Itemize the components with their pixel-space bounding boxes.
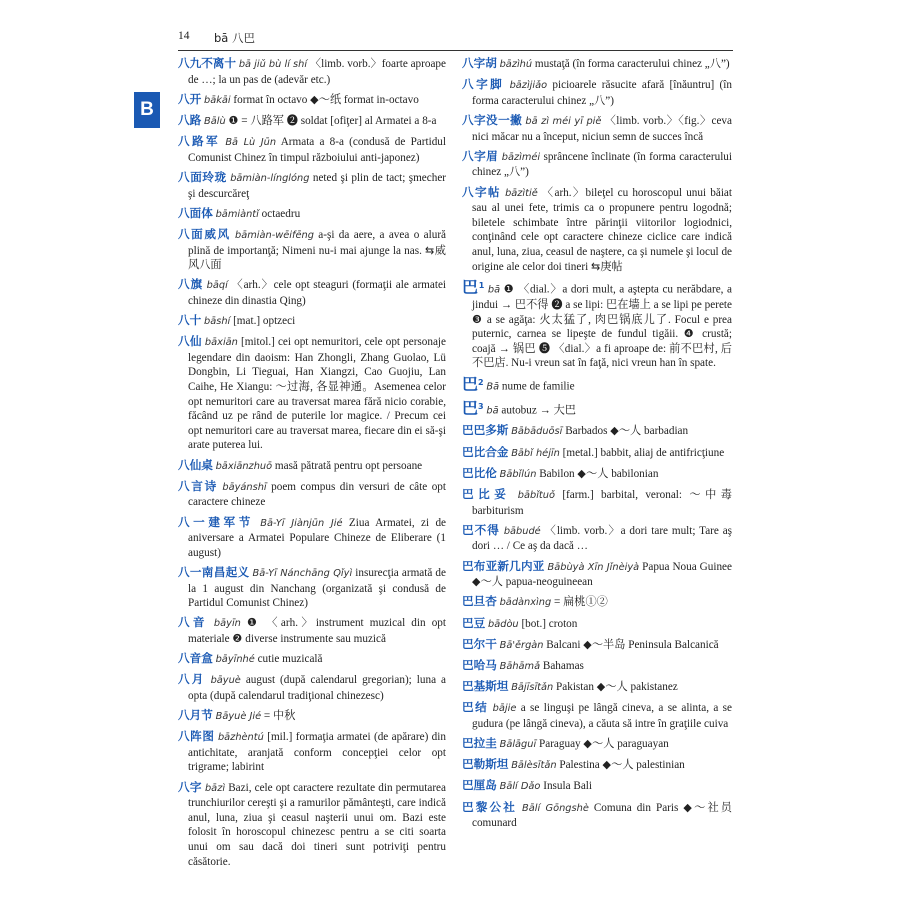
entry-definition: a se linguşi pe lângă cineva, a se alinta, a se gudura (pe lângă cineva), a căuta să intre în graţiile cuiva	[472, 702, 732, 730]
entry-definition: neted şi plin de tact; şmecher şi descurcăreţ	[188, 171, 447, 200]
dictionary-entry	[462, 56, 732, 73]
entry-headword: 巴豆	[462, 615, 486, 630]
entry-pinyin: Bālí Gōngshè	[522, 802, 589, 814]
entry-definition: nume de familie	[501, 380, 575, 393]
entry-headword: 八面威风	[178, 226, 231, 241]
entry-pinyin: Bā'ěrgàn	[499, 639, 544, 651]
right-column	[462, 56, 732, 835]
entry-pinyin: bāmiàn-línglóng	[230, 172, 310, 184]
entry-pinyin: Bā-Yī Jiànjūn Jié	[260, 517, 343, 529]
entry-definition: = 扁桃①②	[554, 596, 608, 609]
entry-headword: 八面体	[178, 205, 213, 220]
entry-pinyin: bāxiān	[204, 337, 238, 349]
entry-definition: [farm.] barbital, veronal: ～中毒 barbiturism	[472, 488, 732, 517]
entry-pinyin: bāmiàntǐ	[215, 208, 259, 220]
entry-pinyin: bāyīnhé	[215, 654, 255, 666]
entry-pinyin: bā	[487, 284, 501, 296]
page-number: 14	[178, 30, 190, 42]
entry-definition: = 中秋	[263, 710, 296, 723]
entry-headword: 八字眉	[462, 148, 499, 163]
entry-headword: 巴旦杏	[462, 594, 497, 609]
entry-pinyin: bāyuè	[210, 675, 241, 687]
entry-definition: Insula Bali	[543, 780, 593, 793]
entry-headword: 八开	[178, 91, 202, 106]
entry-headword: 八十	[178, 313, 202, 328]
entry-definition: autobuz → 大巴	[501, 404, 576, 417]
entry-pinyin: bāxiānzhuō	[215, 460, 273, 472]
dictionary-entry	[178, 277, 446, 308]
left-column	[178, 56, 446, 874]
entry-definition: Palestina ◆～人 palestinian	[559, 759, 685, 772]
entry-definition: Bahamas	[542, 659, 584, 672]
entry-headword: 巴厘岛	[462, 778, 497, 793]
entry-pinyin: Bā	[486, 381, 500, 393]
entry-definition: Paraguay ◆～人 paraguayan	[539, 738, 669, 751]
entry-pinyin: bāzìméi	[501, 151, 541, 163]
entry-pinyin: bābǐtuǒ	[517, 489, 555, 501]
entry-pinyin: bādànxìng	[499, 597, 552, 609]
entry-definition: sprâncene înclinate (în forma caracterului chinez „八”)	[472, 150, 733, 179]
dictionary-entry	[178, 113, 446, 130]
entry-definition: format în octavo ◆～纸 format in-octavo	[233, 93, 419, 106]
entry-headword: 巴比伦	[462, 465, 497, 480]
entry-pinyin: Bābāduōsī	[511, 426, 563, 438]
entry-headword: 八旗	[178, 277, 203, 292]
dictionary-entry	[462, 376, 732, 395]
dictionary-entry	[462, 466, 732, 483]
dictionary-entry	[462, 113, 732, 144]
dictionary-entry	[462, 700, 732, 731]
entry-headword: 巴不得	[462, 522, 500, 537]
entry-headword: 八仙桌	[178, 457, 213, 472]
dictionary-entry	[462, 279, 732, 371]
entry-headword: 八月	[178, 672, 206, 687]
dictionary-entry	[178, 708, 446, 725]
entry-definition: 〈arh.〉bileţel cu horoscopul unui băiat sau al unei fete, trimis ca o propunere pentru logodnă; biletele schimbate între părinţii viitorilor logiodnici, conţinând cele opt caractere chineze ciclice care indică anul, luna, ziua, ceasul de naştere, ca şi numele şi locul de origine ale celor doi tineri ⇆庚帖	[472, 186, 733, 273]
entry-definition: masă pătrată pentru opt persoane	[274, 459, 423, 472]
entry-definition: Balcani ◆～半岛 Peninsula Balcanică	[546, 638, 719, 651]
dictionary-entry	[462, 679, 732, 696]
entry-pinyin: Bālāguī	[499, 739, 537, 751]
entry-pinyin: bā	[486, 405, 499, 417]
dictionary-entry	[462, 736, 732, 753]
entry-definition: Babilon ◆～人 babilonian	[539, 467, 659, 480]
entry-pinyin: Bābǐ héjīn	[511, 447, 560, 459]
dictionary-entry	[462, 77, 732, 108]
entry-pinyin: bājie	[492, 703, 517, 715]
entry-headword: 巴哈马	[462, 657, 497, 672]
entry-headword: 八一南昌起义	[178, 564, 250, 579]
entry-headword: 八阵图	[178, 729, 215, 744]
entry-pinyin: bākāi	[204, 94, 231, 106]
entry-definition: Ziua Armatei, zi de aniversare a Armatei Populare Chineze de Eliberare (1 august)	[188, 516, 447, 559]
dictionary-entry	[178, 313, 446, 330]
entry-pinyin: bāshí	[204, 316, 231, 328]
entry-headword: 巴勒斯坦	[462, 757, 509, 772]
dictionary-entry	[462, 637, 732, 654]
dictionary-entry	[462, 487, 732, 518]
letter-thumb-tab: B	[134, 92, 160, 128]
entry-pinyin: bāyánshī	[222, 481, 267, 493]
dictionary-entry	[178, 206, 446, 223]
entry-definition: cutie muzicală	[257, 653, 323, 666]
dictionary-entry	[462, 149, 732, 180]
entry-pinyin: bāyīn	[213, 618, 241, 630]
dictionary-entry	[462, 800, 732, 831]
entry-headword: 八字胡	[462, 56, 497, 70]
entry-definition: 〈limb. vorb.〉a dori tare mult; Tare aş dori … / Ce aş da dacă …	[472, 524, 733, 553]
entry-definition: [metal.] babbit, aliaj de antifricţiune	[562, 446, 725, 459]
entry-definition: [mitol.] cei opt nemuritori, cele opt personaje legendare din daoism: Han Zhongli, Zhang Guolao, Lü Dongbin, Li Tieguai, Han Xiangzi, Cao Guojiu, Lan Caihe, He Xiangu: ～过海, 各显神通。Asemenea celor opt nemuritori care au traversat marea fără nicio corabie, făcând uz pe rând de puterile lor magice. / Precum cei opt nemuritori care au traversat marea, fiecare din ei să-şi arate puterea lui.	[188, 336, 447, 452]
entry-headword: 巴布亚新几内亚	[462, 558, 545, 573]
running-head-word: bā 八巴	[214, 31, 256, 45]
dictionary-entry	[178, 334, 446, 453]
entry-definition: [mat.] optzeci	[233, 315, 296, 328]
entry-definition: octaedru	[261, 207, 301, 220]
entry-headword: 巴巴多斯	[462, 423, 509, 438]
dictionary-entry	[462, 523, 732, 554]
entry-definition: ❶ 〈dial.〉a dori mult, a aştepta cu nerăbdare, a jindui → 巴不得 ❷ a se lipi: 巴在墙上 a se lipi pe perete ❸ a se agăţa: 火太猛了, 肉巴锅底儿了. Focul e prea puternic, carnea se lipeşte de fundul tigăii. ❹ crustă; coajă → 锅巴 ❺ 〈dial.〉a fi aproape de: 前不巴村, 后不巴店. Nu-i vreun sat în faţă, nici vreun han în spate.	[472, 283, 732, 370]
entry-pinyin: bāqí	[206, 280, 228, 292]
entry-definition: ❶ = 八路军 ❷ soldat [ofiţer] al Armatei a 8-a	[228, 114, 437, 127]
entry-definition: Pakistan ◆～人 pakistanez	[556, 681, 678, 694]
entry-pinyin: Bābǐlún	[499, 468, 537, 480]
entry-headword: 巴	[462, 374, 479, 394]
entry-pinyin: bā jiǔ bù lí shí	[238, 59, 308, 70]
entry-headword: 巴基斯坦	[462, 679, 509, 694]
dictionary-entry	[178, 92, 446, 109]
entry-headword: 八言诗	[178, 478, 218, 493]
dictionary-entry	[462, 616, 732, 633]
entry-definition: Bazi, cele opt caractere rezultate din permutarea trunchiurilor cereşti şi a ramurilor pământeşti, care indică anul, luna, ziua şi ceasul naşterii unui om. Bazi este folosit în horoscopul chinezesc pentru a se citi soarta unui om sau dacă doi tineri sunt potriviţi pentru căsătorie.	[188, 781, 446, 868]
entry-headword: 八路	[178, 112, 202, 127]
entry-headword: 巴	[462, 277, 479, 297]
dictionary-entry	[462, 778, 732, 795]
entry-pinyin: bāzhèntú	[217, 732, 264, 744]
entry-definition: Barbados ◆～人 barbadian	[565, 425, 689, 438]
entry-pinyin: Bāhāmǎ	[499, 660, 541, 672]
dictionary-entry	[462, 445, 732, 462]
entry-headword: 八仙	[178, 334, 202, 349]
entry-pinyin: Bālèsītǎn	[511, 760, 557, 772]
entry-definition: Papua Noua Guinee ◆～人 papua-neoguineean	[472, 560, 732, 589]
entry-definition: [mil.] formaţia armatei (de apărare) din antichitate, aranjată conform concepţiei celor opt trigrame; labirint	[188, 731, 446, 774]
entry-pinyin: Bāyuè Jié	[215, 711, 262, 723]
entry-headword: 八面玲珑	[178, 169, 227, 184]
entry-headword: 八一建军节	[178, 514, 254, 529]
dictionary-entry	[178, 134, 446, 165]
entry-pinyin: bāmiàn-wēifēng	[235, 229, 314, 241]
entry-headword: 巴比合金	[462, 444, 509, 459]
entry-pinyin: bāzì	[204, 782, 226, 794]
entry-headword: 巴拉圭	[462, 736, 497, 751]
entry-definition: picioarele răsucite afară [înăuntru] (în forma caracterului chinez „八”)	[472, 79, 732, 107]
dictionary-entry	[178, 479, 446, 510]
entry-pinyin: bābudé	[503, 525, 541, 537]
entry-definition: Comuna din Paris ◆～社员 comunard	[472, 801, 732, 830]
entry-pinyin: bā zì méi yī piě	[525, 115, 602, 127]
entry-headword: 八字没一撇	[462, 112, 523, 127]
dictionary-entry	[178, 780, 446, 870]
entry-pinyin: Bālù	[204, 115, 226, 127]
entry-headword: 八月节	[178, 708, 213, 723]
entry-headword: 巴	[462, 398, 479, 418]
entry-definition: poem compus din versuri de câte opt caractere chineze	[188, 480, 446, 509]
entry-definition: Armata a 8-a (condusă de Partidul Comunist Chinez în timpul războiului anti-japonez)	[188, 136, 447, 164]
entry-headword: 八九不离十	[178, 56, 236, 70]
entry-definition: 〈limb. vorb.〉foarte aproape de …; la un pas de (adevăr etc.)	[188, 58, 446, 86]
entry-headword: 八字脚	[462, 77, 505, 92]
entry-headword: 八音盒	[178, 651, 213, 666]
entry-headword: 巴结	[462, 700, 489, 715]
homograph-number: 2	[478, 377, 484, 387]
entry-definition: insurecţia armată de la 1 august din Nanchang (organizată şi condusă de Partidul Comunist Chinez)	[188, 566, 446, 610]
entry-definition: august (după calendarul gregorian); luna a opta (după calendarul tradiţional chinezesc)	[188, 674, 446, 702]
entry-definition: mustaţă (în forma caracterului chinez „八”)	[534, 58, 730, 70]
entry-pinyin: Bā-Yī Nánchāng Qǐyì	[252, 567, 353, 579]
entry-headword: 八路军	[178, 134, 221, 149]
homograph-number: 3	[478, 401, 484, 411]
dictionary-entry	[178, 515, 446, 561]
entry-headword: 八字帖	[462, 184, 501, 199]
entry-definition: [bot.] croton	[521, 617, 578, 630]
entry-definition: 〈limb. vorb.〉〈fig.〉ceva nici măcar nu a început, niciun semn de succes încă	[472, 114, 732, 143]
dictionary-entry	[462, 757, 732, 774]
dictionary-entry	[178, 565, 446, 611]
dictionary-entry	[178, 729, 446, 775]
entry-pinyin: bādòu	[488, 618, 519, 630]
dictionary-entry	[462, 658, 732, 675]
dictionary-entry	[462, 423, 732, 440]
dictionary-entry	[178, 56, 446, 87]
entry-definition: 〈arh.〉cele opt steaguri (formaţii ale armatei chineze din dinastia Qing)	[188, 279, 447, 307]
dictionary-entry	[178, 458, 446, 475]
entry-pinyin: Bābùyà Xīn Jǐnèiyà	[547, 561, 640, 573]
entry-headword: 巴尔干	[462, 636, 497, 651]
entry-definition: ❶ 〈arh.〉instrument muzical din opt materiale ❷ diverse instrumente sau muzică	[188, 617, 446, 645]
entry-pinyin: Bālí Dǎo	[499, 781, 541, 793]
entry-definition: a-şi da aere, a avea o alură plină de importanţă; Nimeni nu-i mai ajunge la nas. ⇆威风八面	[188, 228, 447, 272]
entry-pinyin: bāzìjiǎo	[509, 80, 548, 92]
entry-headword: 巴比妥	[462, 486, 511, 501]
dictionary-entry	[178, 651, 446, 668]
dictionary-entry	[462, 400, 732, 419]
entry-pinyin: Bā Lù Jūn	[225, 137, 277, 149]
dictionary-entry	[462, 559, 732, 590]
dictionary-entry	[178, 170, 446, 201]
entry-headword: 八音	[178, 615, 208, 630]
entry-headword: 八字	[178, 779, 202, 794]
homograph-number: 1	[478, 280, 485, 290]
dictionary-entry	[462, 594, 732, 611]
entry-headword: 巴黎公社	[462, 799, 518, 814]
entry-pinyin: Bājīsītǎn	[511, 682, 554, 694]
dictionary-entry	[462, 185, 732, 275]
entry-pinyin: bāzìtiě	[505, 187, 538, 199]
dictionary-entry	[178, 615, 446, 646]
dictionary-entry	[178, 227, 446, 273]
running-header	[178, 28, 733, 51]
dictionary-entry	[178, 672, 446, 703]
entry-pinyin: bāzìhú	[499, 59, 533, 70]
